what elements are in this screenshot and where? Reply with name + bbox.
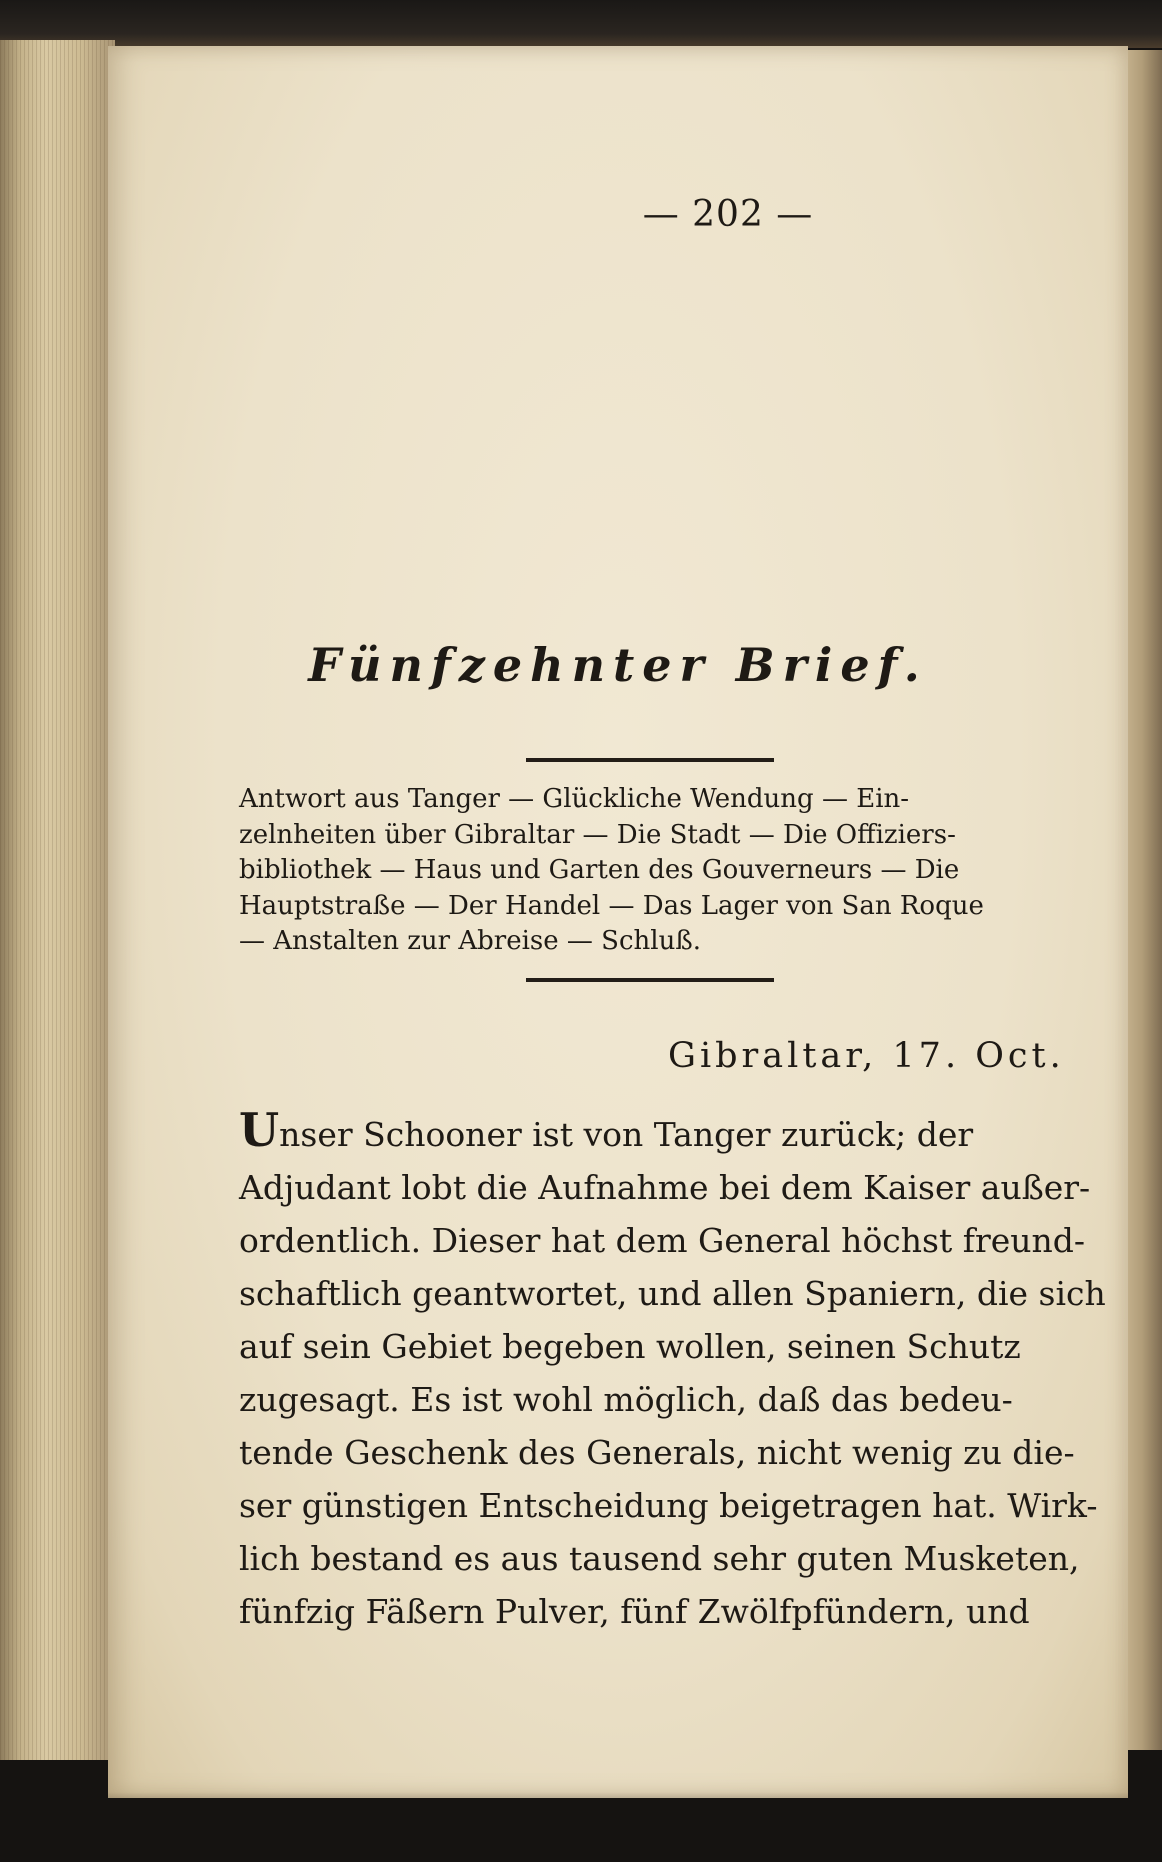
body-line: auf sein Gebiet begeben wollen, seinen Schutz — [239, 1327, 1021, 1366]
body-line: zugesagt. Es ist wohl möglich, daß das bedeu- — [239, 1380, 1013, 1419]
initial-letter: U — [239, 1103, 280, 1157]
body-line: lich bestand es aus tausend sehr guten Musketen, — [239, 1539, 1080, 1578]
chapter-title: Fünfzehnter Brief. — [308, 638, 928, 692]
body-line: ser günstigen Entscheidung beigetragen hat. Wirk- — [239, 1486, 1098, 1525]
body-line: Adjudant lobt die Aufnahme bei dem Kaiser außer- — [239, 1168, 1091, 1207]
body-line: ordentlich. Dieser hat dem General höchst freund- — [239, 1221, 1086, 1260]
dateline: Gibraltar, 17. Oct. — [668, 1036, 1065, 1076]
page-number: — 202 — — [642, 194, 814, 235]
divider-rule-top — [526, 758, 774, 762]
body-line — [239, 1104, 1009, 1161]
page-stack-left — [0, 40, 115, 1760]
summary-line: Antwort aus Tanger — Glückliche Wendung — Ein- — [239, 784, 910, 814]
summary-line: Hauptstraße — Der Handel — Das Lager von San Roque — [239, 890, 984, 921]
summary-line: — Anstalten zur Abreise — Schluß. — [239, 926, 701, 956]
chapter-summary — [239, 782, 1004, 960]
book-page — [108, 46, 1128, 1798]
table-shadow — [0, 1792, 1162, 1862]
body-line: schaftlich geantwortet, und allen Spaniern, die sich — [239, 1274, 1106, 1313]
page-stack-right — [1122, 50, 1162, 1750]
body-paragraph — [239, 1103, 1106, 1638]
body-line: fünfzig Fäßern Pulver, fünf Zwölfpfündern, und — [239, 1592, 1030, 1631]
book-spine-edge — [0, 0, 1162, 48]
body-line-text: nser Schooner ist von Tanger zurück; der — [279, 1115, 974, 1154]
summary-line: zelnheiten über Gibraltar — Die Stadt — Die Offiziers- — [239, 819, 956, 850]
summary-line: bibliothek — Haus und Garten des Gouverneurs — Die — [239, 855, 960, 885]
body-line: tende Geschenk des Generals, nicht wenig zu die- — [239, 1433, 1075, 1472]
divider-rule-bottom — [526, 978, 774, 982]
